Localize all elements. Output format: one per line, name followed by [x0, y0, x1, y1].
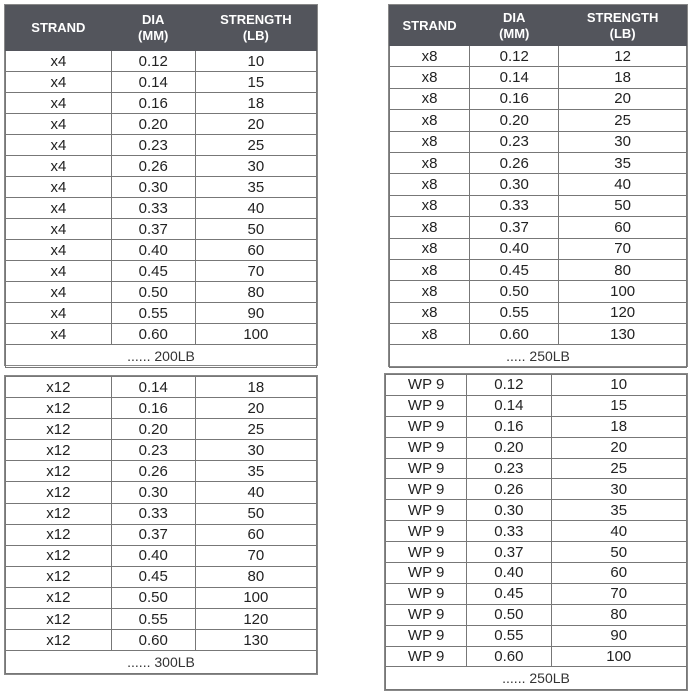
strand-cell: x4 [6, 261, 112, 282]
strength-cell: 60 [195, 524, 316, 545]
strength-cell: 35 [195, 177, 316, 198]
strand-cell: x12 [6, 545, 112, 566]
strand-cell: x12 [6, 630, 112, 651]
table-row [390, 67, 687, 88]
table-row [386, 542, 687, 563]
table-row [6, 545, 317, 566]
table-row [386, 395, 687, 416]
table-row [386, 521, 687, 542]
dia-cell: 0.55 [111, 609, 195, 630]
dia-cell: 0.16 [111, 93, 195, 114]
table-row [6, 609, 317, 630]
dia-cell: 0.30 [467, 500, 551, 521]
dia-cell: 0.12 [467, 375, 551, 396]
strand-cell: x8 [390, 281, 470, 302]
table-row [6, 461, 317, 482]
dia-cell: 0.26 [470, 152, 559, 173]
strand-header: STRAND [390, 6, 470, 46]
dia-cell: 0.40 [467, 563, 551, 584]
table-row [390, 88, 687, 109]
dia-cell: 0.37 [111, 524, 195, 545]
strength-cell: 30 [195, 156, 316, 177]
table-row [386, 500, 687, 521]
dia-cell: 0.20 [470, 110, 559, 131]
strand-cell: x8 [390, 131, 470, 152]
strength-cell: 70 [559, 238, 687, 259]
header-row [390, 6, 687, 46]
strength-cell: 90 [195, 303, 316, 324]
table-footer: ..... 250LB [390, 345, 687, 368]
dia-cell: 0.50 [470, 281, 559, 302]
strength-cell: 10 [551, 375, 686, 396]
dia-cell: 0.23 [111, 135, 195, 156]
strength-cell: 70 [195, 545, 316, 566]
strand-cell: WP 9 [386, 458, 467, 479]
strand-cell: WP 9 [386, 395, 467, 416]
dia-cell: 0.55 [467, 625, 551, 646]
strand-cell: x8 [390, 110, 470, 131]
table-row [386, 479, 687, 500]
dia-cell: 0.33 [111, 503, 195, 524]
strand-cell: x4 [6, 282, 112, 303]
strength-cell: 80 [559, 259, 687, 280]
strand-cell: WP 9 [386, 416, 467, 437]
dia-cell: 0.16 [467, 416, 551, 437]
dia-cell: 0.30 [470, 174, 559, 195]
dia-cell: 0.23 [111, 440, 195, 461]
dia-cell: 0.45 [470, 259, 559, 280]
strand-cell: x8 [390, 152, 470, 173]
strength-cell: 80 [551, 604, 686, 625]
strength-cell: 20 [559, 88, 687, 109]
dia-cell: 0.37 [467, 542, 551, 563]
dia-cell: 0.14 [111, 72, 195, 93]
strand-cell: x12 [6, 461, 112, 482]
table-row [6, 524, 317, 545]
strength-cell: 50 [559, 195, 687, 216]
strand-cell: x8 [390, 46, 470, 67]
table-row [386, 625, 687, 646]
table-row [386, 604, 687, 625]
strand-cell: x12 [6, 587, 112, 608]
table [385, 374, 687, 690]
strength-cell: 18 [559, 67, 687, 88]
table-row [6, 240, 317, 261]
table-row [6, 51, 317, 72]
table-row [386, 458, 687, 479]
table-row [390, 131, 687, 152]
table-row [390, 302, 687, 323]
dia-cell: 0.55 [111, 303, 195, 324]
strength-cell: 25 [559, 110, 687, 131]
table-row [6, 630, 317, 651]
table-row [6, 398, 317, 419]
strand-cell: x4 [6, 198, 112, 219]
strength-header: STRENGTH (LB) [195, 6, 316, 51]
strand-cell: x8 [390, 67, 470, 88]
table-row [6, 587, 317, 608]
table-row [386, 416, 687, 437]
strength-cell: 100 [559, 281, 687, 302]
strand-cell: x4 [6, 51, 112, 72]
strength-cell: 12 [559, 46, 687, 67]
dia-cell: 0.50 [111, 282, 195, 303]
strength-cell: 18 [195, 377, 316, 398]
dia-cell: 0.33 [467, 521, 551, 542]
table-row [6, 177, 317, 198]
strength-cell: 50 [195, 503, 316, 524]
dia-cell: 0.20 [111, 114, 195, 135]
strand-cell: x4 [6, 72, 112, 93]
strand-cell: x8 [390, 302, 470, 323]
strength-cell: 15 [551, 395, 686, 416]
header-row [6, 6, 317, 51]
dia-cell: 0.12 [470, 46, 559, 67]
strength-cell: 100 [195, 587, 316, 608]
dia-cell: 0.20 [467, 437, 551, 458]
strength-cell: 35 [551, 500, 686, 521]
footer-row [386, 667, 687, 690]
strand-cell: x8 [390, 195, 470, 216]
dia-cell: 0.37 [111, 219, 195, 240]
strand-cell: WP 9 [386, 375, 467, 396]
dia-cell: 0.14 [467, 395, 551, 416]
dia-cell: 0.26 [467, 479, 551, 500]
dia-cell: 0.16 [111, 398, 195, 419]
strand-header: STRAND [6, 6, 112, 51]
dia-cell: 0.30 [111, 177, 195, 198]
strand-cell: x4 [6, 156, 112, 177]
strand-cell: x12 [6, 609, 112, 630]
dia-cell: 0.37 [470, 217, 559, 238]
table [5, 5, 317, 368]
table-row [386, 563, 687, 584]
strand-cell: x12 [6, 524, 112, 545]
dia-cell: 0.50 [467, 604, 551, 625]
strength-cell: 60 [195, 240, 316, 261]
strength-cell: 130 [559, 324, 687, 345]
dia-cell: 0.60 [111, 630, 195, 651]
strand-cell: WP 9 [386, 479, 467, 500]
strength-cell: 15 [195, 72, 316, 93]
table-row [6, 261, 317, 282]
strength-cell: 120 [195, 609, 316, 630]
strength-cell: 25 [195, 419, 316, 440]
strand-cell: x4 [6, 240, 112, 261]
table-row [390, 195, 687, 216]
dia-cell: 0.60 [470, 324, 559, 345]
dia-cell: 0.40 [111, 545, 195, 566]
strand-cell: WP 9 [386, 521, 467, 542]
strand-cell: WP 9 [386, 542, 467, 563]
strand-cell: WP 9 [386, 604, 467, 625]
strand-cell: x4 [6, 93, 112, 114]
strength-cell: 70 [195, 261, 316, 282]
dia-cell: 0.30 [111, 482, 195, 503]
strand-cell: x8 [390, 324, 470, 345]
table-row [6, 324, 317, 345]
table-row [6, 440, 317, 461]
dia-cell: 0.20 [111, 419, 195, 440]
table-row [6, 72, 317, 93]
strength-cell: 35 [559, 152, 687, 173]
strand-cell: WP 9 [386, 625, 467, 646]
table-row [390, 152, 687, 173]
table-row [390, 281, 687, 302]
strength-cell: 30 [195, 440, 316, 461]
strand-cell: x4 [6, 303, 112, 324]
table [5, 376, 317, 674]
dia-cell: 0.23 [467, 458, 551, 479]
strand-cell: WP 9 [386, 437, 467, 458]
dia-header: DIA (MM) [470, 6, 559, 46]
strength-cell: 25 [195, 135, 316, 156]
table-row [6, 377, 317, 398]
dia-cell: 0.45 [467, 583, 551, 604]
dia-cell: 0.50 [111, 587, 195, 608]
strand-cell: x8 [390, 238, 470, 259]
footer-row [6, 651, 317, 674]
table-row [6, 135, 317, 156]
dia-cell: 0.55 [470, 302, 559, 323]
dia-cell: 0.12 [111, 51, 195, 72]
strength-cell: 20 [551, 437, 686, 458]
table-row [6, 503, 317, 524]
dia-cell: 0.40 [470, 238, 559, 259]
strength-cell: 130 [195, 630, 316, 651]
strength-cell: 40 [195, 198, 316, 219]
footer-row [6, 345, 317, 368]
strand-cell: x12 [6, 419, 112, 440]
strength-cell: 80 [195, 282, 316, 303]
strand-cell: x12 [6, 503, 112, 524]
strength-cell: 80 [195, 566, 316, 587]
strand-cell: x8 [390, 217, 470, 238]
dia-header: DIA (MM) [111, 6, 195, 51]
table-row [6, 219, 317, 240]
strand-cell: x12 [6, 482, 112, 503]
strength-cell: 18 [551, 416, 686, 437]
strand-cell: x4 [6, 324, 112, 345]
table-row [390, 110, 687, 131]
x4-strength-table [4, 4, 318, 366]
table-row [6, 93, 317, 114]
table-row [6, 198, 317, 219]
table-row [386, 437, 687, 458]
table-row [386, 375, 687, 396]
table-row [390, 46, 687, 67]
strand-cell: x12 [6, 566, 112, 587]
strength-cell: 40 [551, 521, 686, 542]
footer-row [390, 345, 687, 368]
strand-cell: WP 9 [386, 646, 467, 667]
table-row [390, 217, 687, 238]
strength-cell: 40 [559, 174, 687, 195]
strand-cell: x8 [390, 88, 470, 109]
strand-cell: WP 9 [386, 563, 467, 584]
strength-cell: 60 [559, 217, 687, 238]
table-row [6, 419, 317, 440]
strength-cell: 60 [551, 563, 686, 584]
table-row [6, 482, 317, 503]
table-row [6, 114, 317, 135]
dia-cell: 0.26 [111, 461, 195, 482]
strength-cell: 35 [195, 461, 316, 482]
table-row [386, 646, 687, 667]
table-footer: ...... 200LB [6, 345, 317, 368]
strand-cell: x8 [390, 259, 470, 280]
dia-cell: 0.33 [111, 198, 195, 219]
strength-cell: 30 [551, 479, 686, 500]
dia-cell: 0.16 [470, 88, 559, 109]
dia-cell: 0.60 [111, 324, 195, 345]
table [389, 5, 687, 368]
strength-cell: 100 [551, 646, 686, 667]
strand-cell: x4 [6, 219, 112, 240]
strength-cell: 70 [551, 583, 686, 604]
strength-cell: 20 [195, 398, 316, 419]
strength-header: STRENGTH (LB) [559, 6, 687, 46]
strand-cell: x4 [6, 135, 112, 156]
dia-cell: 0.60 [467, 646, 551, 667]
table-row [6, 282, 317, 303]
dia-cell: 0.45 [111, 261, 195, 282]
dia-cell: 0.14 [111, 377, 195, 398]
table-row [390, 174, 687, 195]
strength-cell: 30 [559, 131, 687, 152]
dia-cell: 0.40 [111, 240, 195, 261]
strand-cell: x12 [6, 440, 112, 461]
strength-cell: 50 [551, 542, 686, 563]
strand-cell: x12 [6, 398, 112, 419]
strength-cell: 100 [195, 324, 316, 345]
strength-cell: 25 [551, 458, 686, 479]
table-row [390, 259, 687, 280]
strand-cell: x4 [6, 177, 112, 198]
x12-strength-table [4, 375, 318, 675]
strand-cell: WP 9 [386, 583, 467, 604]
strand-cell: x12 [6, 377, 112, 398]
strand-cell: x4 [6, 114, 112, 135]
table-footer: ...... 300LB [6, 651, 317, 674]
table-row [390, 324, 687, 345]
strand-cell: x8 [390, 174, 470, 195]
table-footer: ...... 250LB [386, 667, 687, 690]
strength-cell: 50 [195, 219, 316, 240]
table-row [6, 566, 317, 587]
table-row [6, 156, 317, 177]
dia-cell: 0.33 [470, 195, 559, 216]
table-row [386, 583, 687, 604]
wp9-strength-table [384, 373, 688, 691]
table-row [6, 303, 317, 324]
strand-cell: WP 9 [386, 500, 467, 521]
table-row [390, 238, 687, 259]
dia-cell: 0.45 [111, 566, 195, 587]
strength-cell: 18 [195, 93, 316, 114]
x8-strength-table [388, 4, 688, 367]
strength-cell: 20 [195, 114, 316, 135]
strength-cell: 40 [195, 482, 316, 503]
strength-cell: 120 [559, 302, 687, 323]
strength-cell: 10 [195, 51, 316, 72]
dia-cell: 0.26 [111, 156, 195, 177]
dia-cell: 0.23 [470, 131, 559, 152]
dia-cell: 0.14 [470, 67, 559, 88]
strength-cell: 90 [551, 625, 686, 646]
